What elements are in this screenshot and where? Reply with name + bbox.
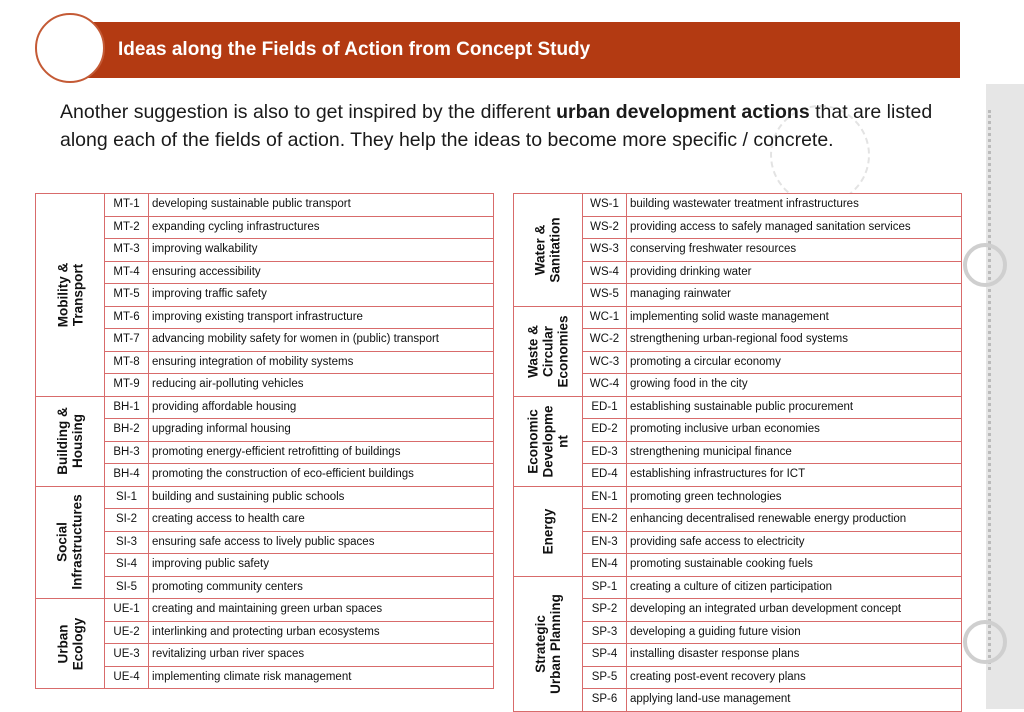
table-row — [105, 487, 493, 510]
field-name: Economic Developme nt — [525, 404, 571, 478]
decorative-dotted-line — [988, 110, 995, 670]
action-list — [105, 194, 493, 396]
field-group — [36, 397, 493, 487]
intro-text-end: that are listed along each of the fields of action. They help the ideas to become more specific / concrete. — [60, 101, 933, 151]
action-code: WC-1 — [583, 307, 627, 329]
table-row — [583, 352, 961, 375]
table-row — [583, 577, 961, 600]
intro-paragraph — [60, 98, 950, 154]
field-of-action-label — [514, 397, 583, 486]
table-row — [583, 599, 961, 622]
action-description: establishing sustainable public procurement — [630, 400, 854, 413]
table-row — [105, 397, 493, 420]
action-description: providing drinking water — [630, 265, 752, 278]
field-of-action-label — [514, 194, 583, 306]
table-row — [105, 284, 493, 307]
actions-table-left — [35, 193, 494, 689]
action-code: UE-2 — [105, 622, 149, 644]
action-code: WC-3 — [583, 352, 627, 374]
table-row — [105, 329, 493, 352]
action-description: advancing mobility safety for women in (public) transport — [152, 333, 439, 345]
action-code: BH-4 — [105, 464, 149, 486]
action-list — [105, 397, 493, 486]
table-row — [105, 442, 493, 465]
table-row — [105, 509, 493, 532]
field-name: Waste & Circular Economies — [525, 314, 571, 388]
action-description: ensuring accessibility — [152, 265, 261, 278]
action-code: WS-4 — [583, 262, 627, 284]
table-row — [583, 554, 961, 576]
table-row — [105, 599, 493, 622]
action-code: BH-3 — [105, 442, 149, 464]
action-code: SP-2 — [583, 599, 627, 621]
action-description: conserving freshwater resources — [630, 243, 797, 255]
table-row — [105, 532, 493, 555]
action-description: ensuring integration of mobility systems — [152, 355, 354, 368]
action-description: promoting the construction of eco-efficient buildings — [152, 468, 414, 480]
action-list — [583, 307, 961, 396]
table-row — [583, 374, 961, 396]
intro-highlight: urban development actions — [556, 101, 810, 123]
action-code: MT-2 — [105, 217, 149, 239]
action-description: creating and maintaining green urban spaces — [152, 603, 383, 615]
table-row — [583, 667, 961, 690]
action-description: building wastewater treatment infrastructures — [630, 198, 859, 210]
action-description: implementing climate risk management — [152, 670, 352, 683]
table-row — [583, 239, 961, 262]
action-code: SI-1 — [105, 487, 149, 509]
field-of-action-label — [514, 487, 583, 576]
action-code: EN-4 — [583, 554, 627, 576]
action-code: MT-6 — [105, 307, 149, 329]
table-row — [105, 262, 493, 285]
action-code: SP-5 — [583, 667, 627, 689]
action-description: promoting a circular economy — [630, 355, 781, 368]
table-row — [105, 194, 493, 217]
action-code: ED-1 — [583, 397, 627, 419]
action-description: creating access to health care — [152, 513, 305, 525]
field-of-action-label — [36, 397, 105, 486]
action-code: WS-3 — [583, 239, 627, 261]
action-description: providing affordable housing — [152, 400, 297, 413]
field-group — [514, 307, 961, 397]
table-row — [583, 419, 961, 442]
action-description: strengthening urban-regional food systems — [630, 333, 848, 345]
title-bar — [60, 22, 960, 78]
field-of-action-label — [36, 599, 105, 688]
table-row — [105, 644, 493, 667]
field-group — [514, 577, 961, 711]
action-code: SI-3 — [105, 532, 149, 554]
action-code: SP-6 — [583, 689, 627, 711]
action-description: growing food in the city — [630, 378, 748, 390]
field-name: Strategic Urban Planning — [533, 593, 564, 694]
action-code: SI-4 — [105, 554, 149, 576]
table-row — [105, 554, 493, 577]
table-row — [583, 217, 961, 240]
action-code: ED-4 — [583, 464, 627, 486]
table-row — [105, 307, 493, 330]
table-row — [583, 487, 961, 510]
action-code: WS-1 — [583, 194, 627, 216]
field-name: Water & Sanitation — [532, 217, 563, 283]
slide-title: Ideas along the Fields of Action from Concept Study — [118, 39, 591, 60]
action-description: promoting community centers — [152, 580, 303, 593]
action-code: SI-2 — [105, 509, 149, 531]
action-description: reducing air-polluting vehicles — [152, 378, 304, 390]
action-description: promoting inclusive urban economies — [630, 423, 820, 435]
table-row — [105, 217, 493, 240]
field-name: Building & Housing — [55, 407, 85, 475]
field-name: Energy — [540, 508, 556, 554]
action-description: providing access to safely managed sanitation services — [630, 220, 911, 233]
action-description: applying land-use management — [630, 693, 791, 705]
action-code: MT-5 — [105, 284, 149, 306]
action-description: improving walkability — [152, 243, 258, 255]
action-description: promoting sustainable cooking fuels — [630, 558, 813, 570]
table-row — [583, 307, 961, 330]
table-row — [583, 194, 961, 217]
table-row — [105, 419, 493, 442]
table-row — [583, 689, 961, 711]
action-description: expanding cycling infrastructures — [152, 220, 320, 233]
field-group — [36, 487, 493, 600]
action-description: developing a guiding future vision — [630, 625, 801, 638]
field-group — [36, 599, 493, 688]
action-description: interlinking and protecting urban ecosystems — [152, 625, 380, 638]
field-name: Mobility & Transport — [55, 262, 85, 327]
action-code: SP-3 — [583, 622, 627, 644]
table-row — [105, 622, 493, 645]
field-group — [514, 487, 961, 577]
intro-text: Another suggestion is also to get inspired by the different — [60, 101, 557, 123]
action-list — [583, 397, 961, 486]
table-row — [583, 622, 961, 645]
decorative-ring-icon — [963, 620, 1007, 664]
action-description: enhancing decentralised renewable energy production — [630, 513, 907, 525]
table-row — [583, 262, 961, 285]
action-description: creating post-event recovery plans — [630, 670, 806, 683]
field-of-action-label — [514, 307, 583, 396]
action-list — [105, 487, 493, 599]
decorative-ring-icon — [963, 243, 1007, 287]
action-code: MT-8 — [105, 352, 149, 374]
action-description: building and sustaining public schools — [152, 490, 345, 503]
action-code: BH-2 — [105, 419, 149, 441]
action-code: WS-5 — [583, 284, 627, 306]
action-description: upgrading informal housing — [152, 423, 291, 435]
action-description: creating a culture of citizen participation — [630, 580, 832, 593]
action-description: providing safe access to electricity — [630, 535, 805, 548]
table-row — [583, 464, 961, 486]
actions-table-right — [513, 193, 962, 712]
table-row — [583, 329, 961, 352]
action-list — [105, 599, 493, 688]
action-code: BH-1 — [105, 397, 149, 419]
table-row — [583, 644, 961, 667]
action-code: UE-1 — [105, 599, 149, 621]
action-description: improving public safety — [152, 558, 269, 570]
title-circle-icon — [35, 13, 105, 83]
action-description: promoting green technologies — [630, 490, 782, 503]
field-of-action-label — [36, 487, 105, 599]
action-list — [583, 487, 961, 576]
table-row — [583, 442, 961, 465]
table-row — [105, 239, 493, 262]
action-description: strengthening municipal finance — [630, 445, 792, 458]
action-code: MT-7 — [105, 329, 149, 351]
action-description: improving existing transport infrastructure — [152, 310, 363, 323]
action-description: revitalizing urban river spaces — [152, 648, 305, 660]
action-code: ED-2 — [583, 419, 627, 441]
action-description: ensuring safe access to lively public spaces — [152, 535, 375, 548]
field-group — [514, 194, 961, 307]
table-row — [583, 284, 961, 306]
field-of-action-label — [514, 577, 583, 711]
action-description: improving traffic safety — [152, 288, 267, 300]
action-description: implementing solid waste management — [630, 310, 829, 323]
action-code: WC-2 — [583, 329, 627, 351]
table-row — [105, 577, 493, 599]
action-code: SP-1 — [583, 577, 627, 599]
action-list — [583, 577, 961, 711]
field-group — [36, 194, 493, 397]
action-code: EN-1 — [583, 487, 627, 509]
action-list — [583, 194, 961, 306]
action-description: developing an integrated urban development concept — [630, 603, 902, 615]
action-code: UE-3 — [105, 644, 149, 666]
action-code: SP-4 — [583, 644, 627, 666]
table-row — [105, 464, 493, 486]
action-code: ED-3 — [583, 442, 627, 464]
action-code: EN-2 — [583, 509, 627, 531]
action-code: MT-4 — [105, 262, 149, 284]
action-code: SI-5 — [105, 577, 149, 599]
action-description: managing rainwater — [630, 288, 732, 300]
table-row — [105, 352, 493, 375]
action-code: MT-1 — [105, 194, 149, 216]
field-group — [514, 397, 961, 487]
table-row — [583, 509, 961, 532]
action-code: MT-3 — [105, 239, 149, 261]
action-code: WS-2 — [583, 217, 627, 239]
field-name: Urban Ecology — [54, 617, 85, 670]
action-description: establishing infrastructures for ICT — [630, 468, 806, 480]
table-row — [105, 667, 493, 689]
table-row — [583, 532, 961, 555]
action-code: WC-4 — [583, 374, 627, 396]
field-of-action-label — [36, 194, 105, 396]
action-description: installing disaster response plans — [630, 648, 800, 660]
action-code: MT-9 — [105, 374, 149, 396]
table-row — [583, 397, 961, 420]
action-code: EN-3 — [583, 532, 627, 554]
action-description: promoting energy-efficient retrofitting of buildings — [152, 445, 401, 458]
table-row — [105, 374, 493, 396]
field-name: Social Infrastructures — [55, 494, 85, 590]
action-description: developing sustainable public transport — [152, 198, 351, 210]
action-code: UE-4 — [105, 667, 149, 689]
